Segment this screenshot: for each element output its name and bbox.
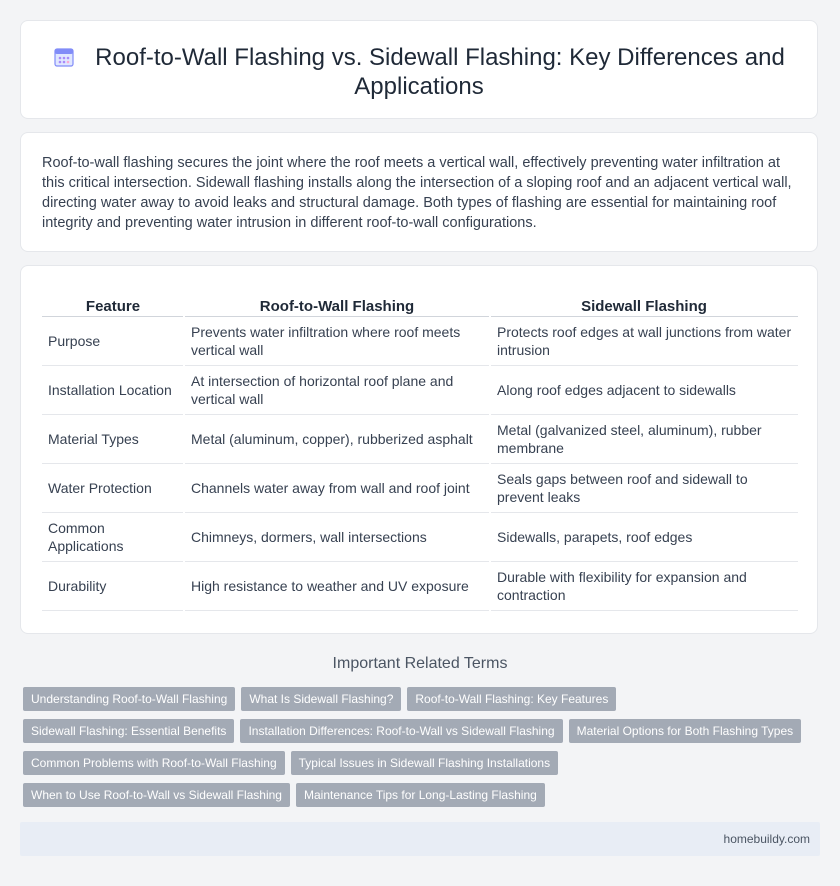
table-row (42, 513, 798, 562)
related-term-link[interactable]: When to Use Roof-to-Wall vs Sidewall Flashing (23, 783, 290, 807)
page-title-wrap (21, 43, 817, 101)
table-row (42, 562, 798, 611)
footer (20, 822, 820, 856)
table-row (42, 317, 798, 366)
row-feature: Purpose (42, 317, 184, 366)
page-title: Roof-to-Wall Flashing vs. Sidewall Flashing: Key Differences and Applications (95, 44, 785, 100)
row-feature: Material Types (42, 415, 184, 464)
row-roof-to-wall: Chimneys, dormers, wall intersections (184, 513, 490, 562)
row-sidewall: Seals gaps between roof and sidewall to prevent leaks (490, 464, 798, 513)
row-sidewall: Metal (galvanized steel, aluminum), rubber membrane (490, 415, 798, 464)
related-terms-list (23, 687, 813, 815)
footer-site[interactable]: homebuildy.com (723, 832, 810, 846)
table-header-row (42, 296, 798, 317)
related-terms-title: Important Related Terms (332, 655, 508, 672)
related-term-link[interactable]: Understanding Roof-to-Wall Flashing (23, 687, 235, 711)
related-term-link[interactable]: Roof-to-Wall Flashing: Key Features (407, 687, 616, 711)
related-term-link[interactable]: Typical Issues in Sidewall Flashing Installations (291, 751, 558, 775)
row-roof-to-wall: Metal (aluminum, copper), rubberized asphalt (184, 415, 490, 464)
header-roof-to-wall: Roof-to-Wall Flashing (184, 296, 490, 317)
row-feature: Water Protection (42, 464, 184, 513)
related-term-link[interactable]: Common Problems with Roof-to-Wall Flashing (23, 751, 285, 775)
row-feature: Common Applications (42, 513, 184, 562)
table-row (42, 464, 798, 513)
row-roof-to-wall: At intersection of horizontal roof plane and vertical wall (184, 366, 490, 415)
header-sidewall: Sidewall Flashing (490, 296, 798, 317)
row-sidewall: Sidewalls, parapets, roof edges (490, 513, 798, 562)
table-row (42, 366, 798, 415)
row-feature: Installation Location (42, 366, 184, 415)
related-term-link[interactable]: Maintenance Tips for Long-Lasting Flashing (296, 783, 545, 807)
header-feature: Feature (42, 296, 184, 317)
header-card (20, 20, 818, 119)
calendar-icon (53, 46, 75, 68)
intro-text: Roof-to-wall flashing secures the joint where the roof meets a vertical wall, effectively preventing water infiltration at this critical intersection. Sidewall flashing installs along the intersection of a sloping roof and an adjacent vertical wall, directing water away to avoid leaks and structural damage. Both types of flashing are essential for maintaining roof integrity and preventing water intrusion in different roof-to-wall configurations. (42, 155, 792, 231)
comparison-table (42, 296, 798, 611)
related-term-link[interactable]: Material Options for Both Flashing Types (569, 719, 802, 743)
row-roof-to-wall: Prevents water infiltration where roof meets vertical wall (184, 317, 490, 366)
intro-card (20, 132, 818, 252)
related-term-link[interactable]: Sidewall Flashing: Essential Benefits (23, 719, 234, 743)
row-sidewall: Protects roof edges at wall junctions from water intrusion (490, 317, 798, 366)
row-roof-to-wall: Channels water away from wall and roof joint (184, 464, 490, 513)
row-sidewall: Along roof edges adjacent to sidewalls (490, 366, 798, 415)
row-roof-to-wall: High resistance to weather and UV exposure (184, 562, 490, 611)
related-term-link[interactable]: Installation Differences: Roof-to-Wall vs Sidewall Flashing (240, 719, 562, 743)
related-term-link[interactable]: What Is Sidewall Flashing? (241, 687, 401, 711)
comparison-card (20, 265, 818, 634)
row-feature: Durability (42, 562, 184, 611)
table-row (42, 415, 798, 464)
row-sidewall: Durable with flexibility for expansion and contraction (490, 562, 798, 611)
